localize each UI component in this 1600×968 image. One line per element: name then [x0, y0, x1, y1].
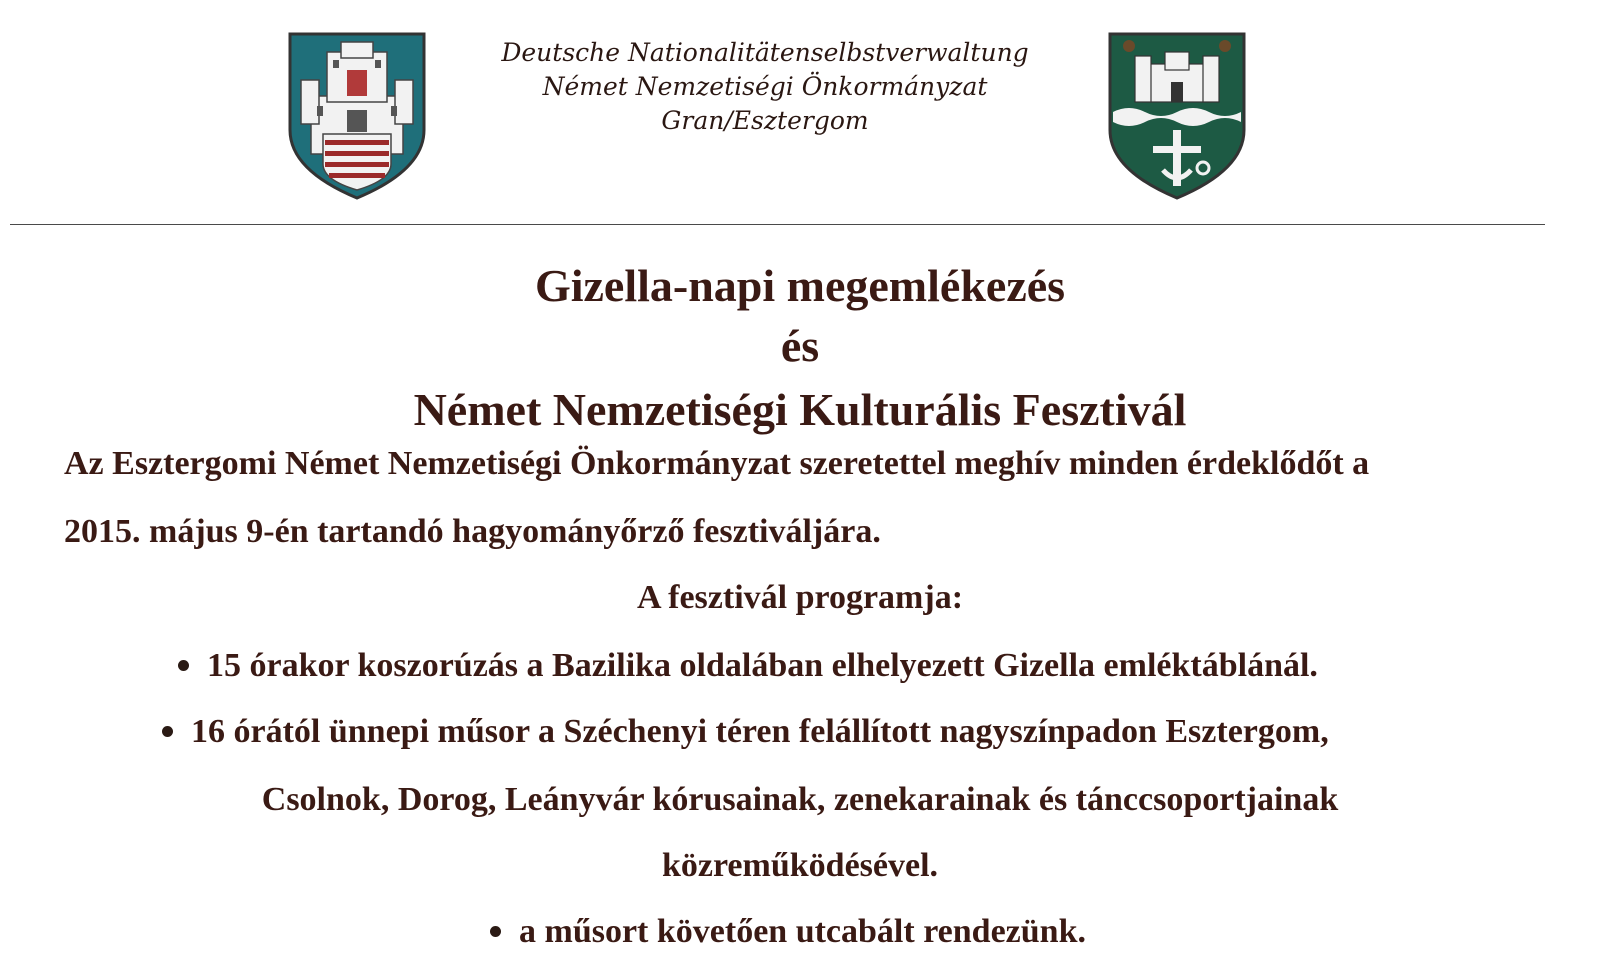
bullet-icon: [490, 926, 501, 937]
bullet-icon: [162, 726, 173, 737]
intro-line-2: 2015. május 9-én tartandó hagyományőrző fesztiváljára.: [64, 513, 881, 550]
intro-line-1: Az Esztergomi Német Nemzetiségi Önkormányzat szeretettel meghív minden érdeklődőt a: [64, 445, 1370, 482]
organization-header: [440, 36, 1090, 138]
program-item-text: a műsort követően utcabált rendezünk.: [519, 913, 1086, 950]
bullet-icon: [178, 660, 189, 671]
program-item: [490, 912, 1086, 952]
castle-river-cross-coat-of-arms-icon: [1107, 30, 1247, 202]
title-line-1: Gizella-napi megemlékezés: [534, 260, 1066, 311]
header-divider: [10, 224, 1545, 225]
program-item-text: 16 órától ünnepi műsor a Széchenyi téren felállított nagyszínpadon Esztergom,: [191, 713, 1329, 750]
org-name-german: Deutsche Nationalitätenselbstverwaltung: [501, 38, 1029, 67]
program-item-text: 15 órakor koszorúzás a Bazilika oldalában elhelyezett Gizella emléktáblánál.: [207, 647, 1318, 684]
org-name-hungarian: Német Nemzetiségi Önkormányzat: [542, 72, 988, 101]
title-line-2: és: [780, 320, 820, 371]
program-item: [162, 712, 1329, 752]
title-line-3: Német Nemzetiségi Kulturális Fesztivál: [413, 384, 1187, 435]
program-item-continuation: közreműködésével.: [661, 847, 939, 884]
program-item: [178, 646, 1318, 686]
org-location: Gran/Esztergom: [661, 106, 869, 135]
program-heading: A fesztivál programja:: [636, 579, 964, 616]
program-item-continuation: Csolnok, Dorog, Leányvár kórusainak, zenekarainak és tánccsoportjainak: [261, 781, 1339, 818]
esztergom-coat-of-arms-icon: [287, 30, 427, 202]
